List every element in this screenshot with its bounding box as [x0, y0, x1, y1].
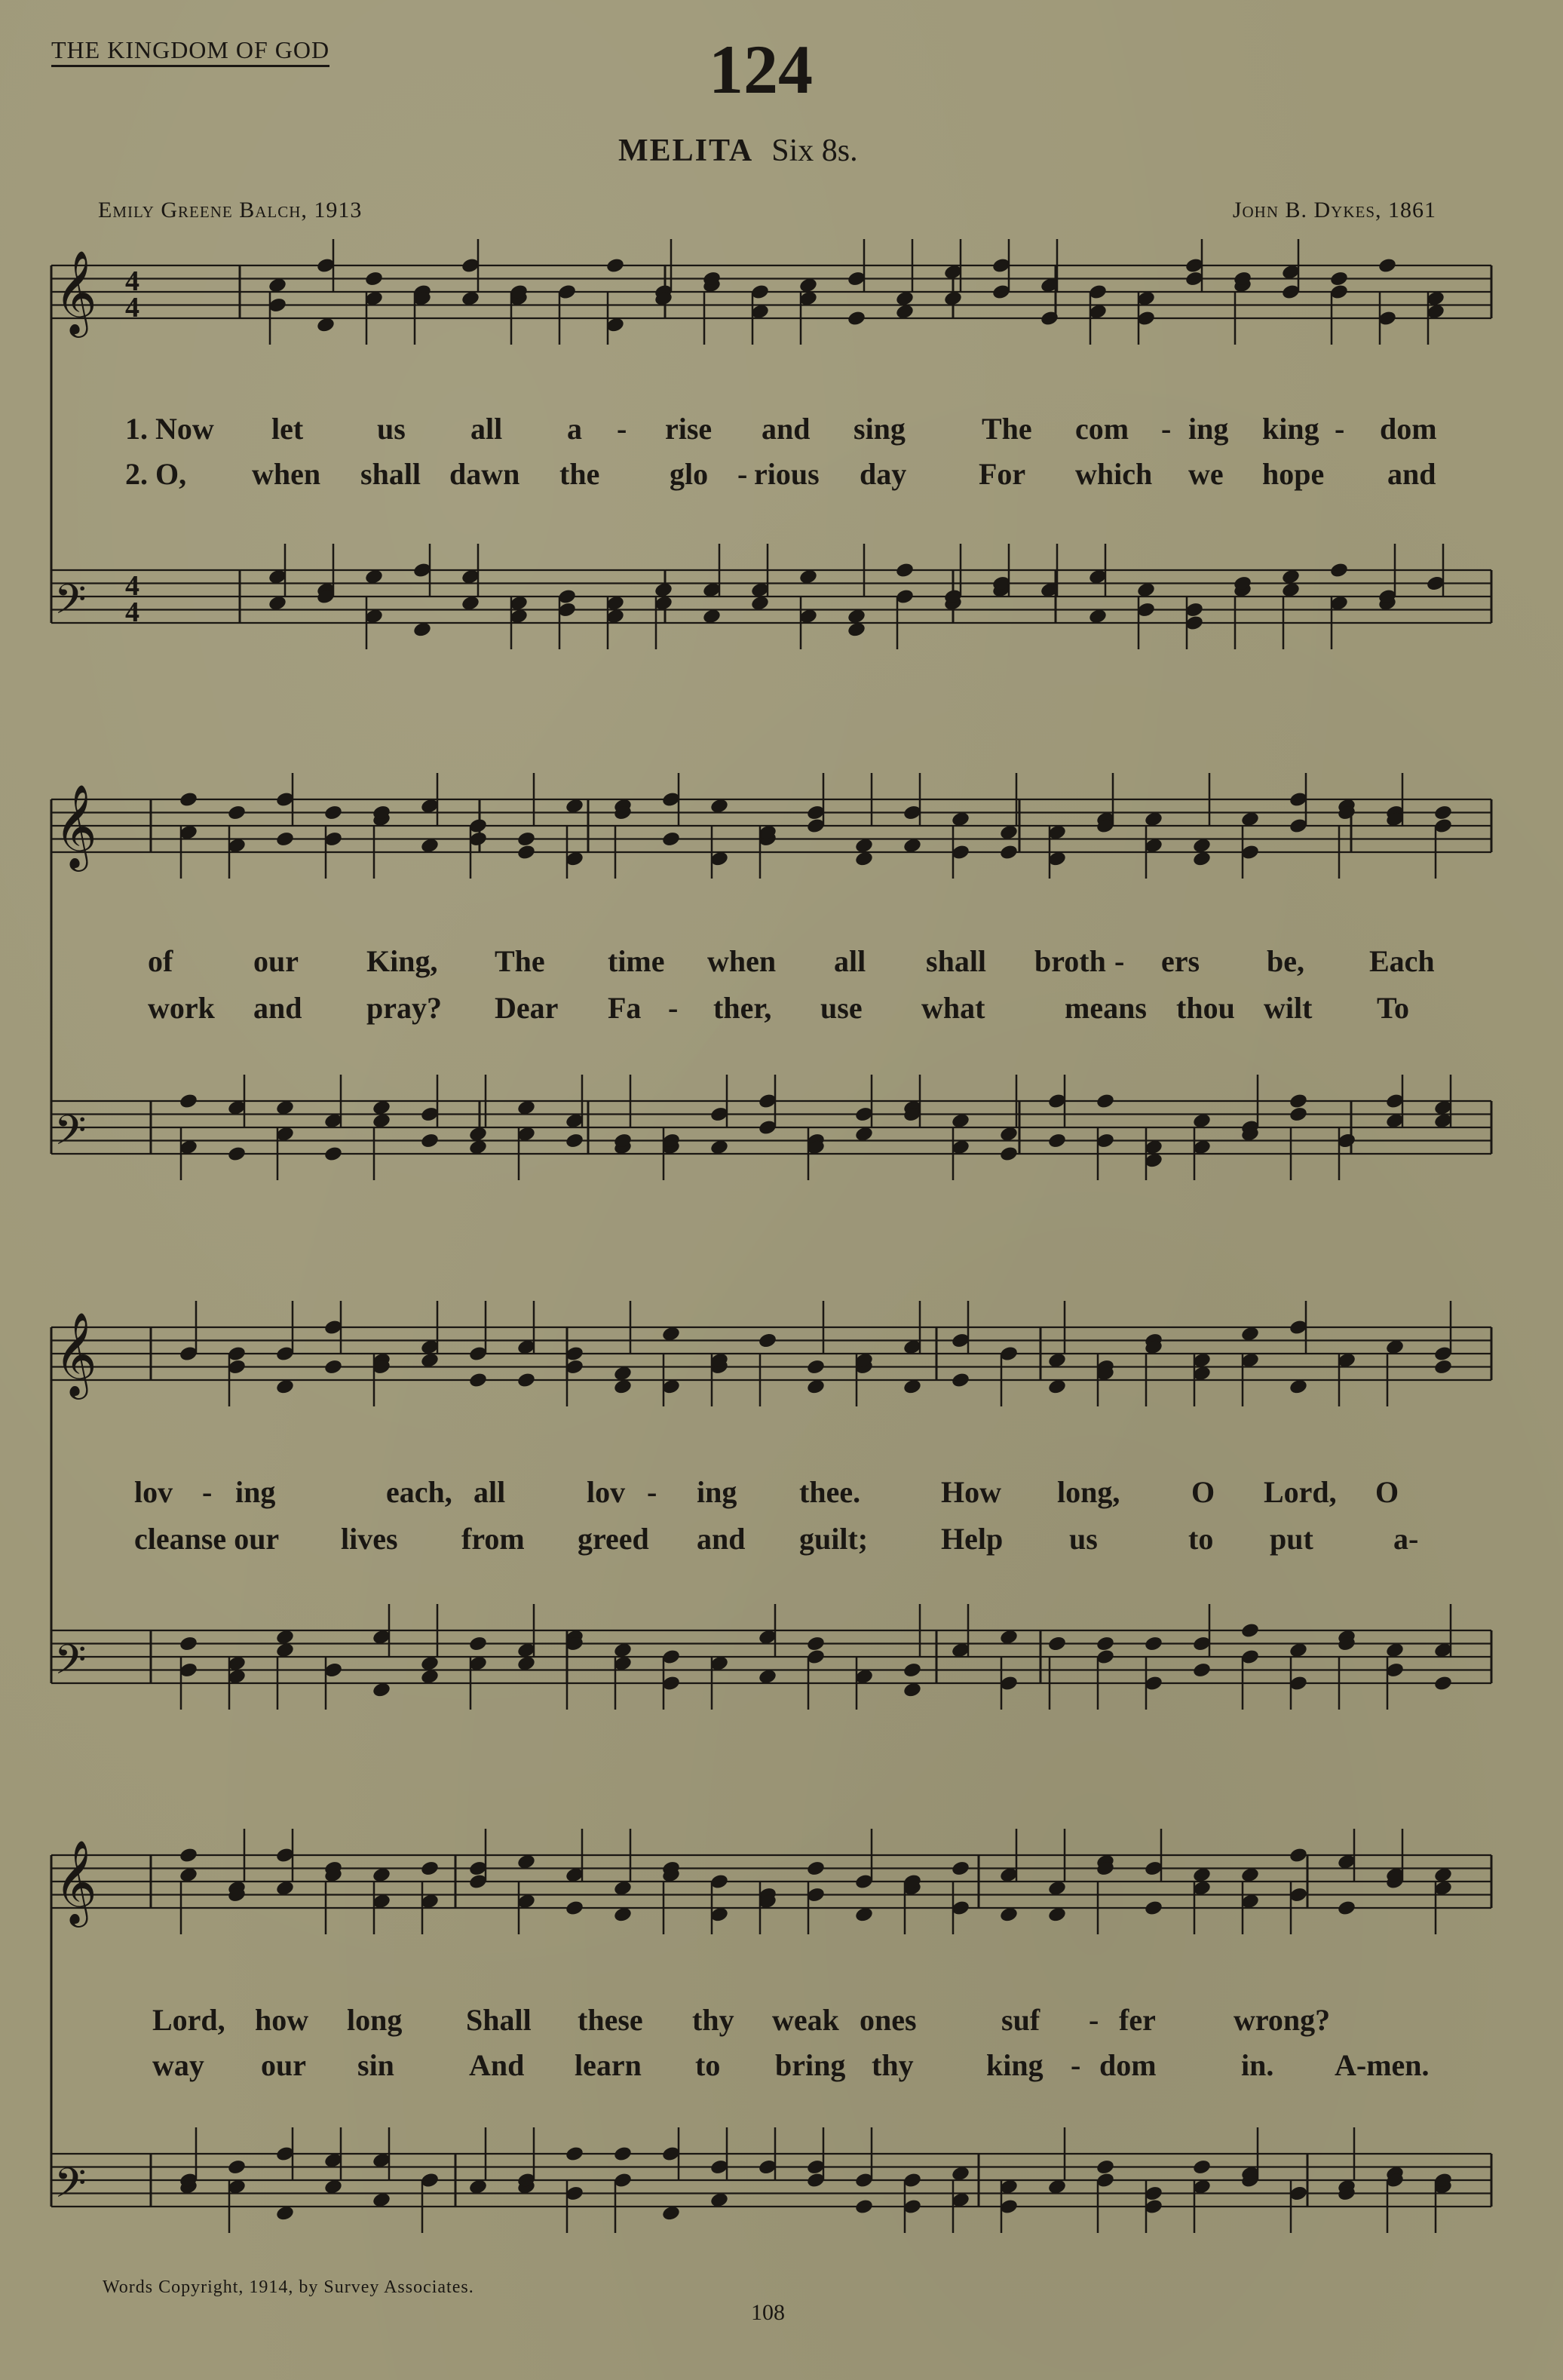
lyric-line-v1-s3: lov - ing each, all lov - ing thee. How long, O Lord, O — [134, 1475, 1399, 1509]
notehead — [895, 562, 915, 579]
bass-clef-icon: 𝄢 — [54, 1636, 87, 1694]
hymn-number: 124 — [709, 31, 813, 108]
notehead — [516, 830, 536, 848]
lyric-line-v2-s1: 2. O, when shall dawn the glo - rious day For which we hope and — [125, 457, 1436, 491]
notehead — [1289, 1106, 1308, 1123]
lyric-line-v1-s4: Lord, how long Shall these thy weak ones suf - fer wrong? — [152, 2003, 1331, 2037]
notehead — [275, 830, 295, 848]
notehead — [1192, 2158, 1212, 2176]
treble-clef-icon: 𝄞 — [54, 1839, 97, 1924]
notehead — [1337, 1900, 1356, 1917]
notehead — [565, 2145, 584, 2163]
notehead — [1289, 1847, 1308, 1864]
notehead — [516, 1372, 536, 1389]
notehead — [1144, 1900, 1163, 1917]
time-signature: 4 — [125, 265, 139, 297]
time-signature: 4 — [125, 292, 139, 324]
treble-clef-icon: 𝄞 — [54, 784, 97, 868]
notehead — [323, 1146, 343, 1163]
composer-credit: John B. Dykes, 1861 — [1232, 198, 1436, 222]
notehead — [951, 1372, 970, 1389]
lyric-line-v2-s4: way our sin And learn to bring thy king - dom in. A-men. — [152, 2048, 1430, 2082]
notehead — [605, 257, 625, 274]
notehead — [179, 1635, 198, 1652]
notehead — [179, 1847, 198, 1864]
notehead — [1096, 1093, 1115, 1110]
notehead — [227, 2158, 247, 2176]
lyric-line-v2-s3: cleanse our lives from greed and guilt; Help us to put a- — [134, 1522, 1419, 1556]
notehead — [323, 1358, 343, 1376]
notehead — [847, 310, 866, 327]
notehead — [661, 830, 681, 848]
notehead — [179, 791, 198, 808]
notehead — [420, 1860, 440, 1877]
notehead — [999, 844, 1019, 861]
notehead — [758, 1332, 777, 1349]
notehead — [999, 1146, 1019, 1163]
notehead — [806, 1860, 826, 1877]
staves — [51, 250, 1491, 2217]
notehead — [1433, 804, 1453, 821]
notehead — [903, 1661, 922, 1679]
notes — [179, 239, 1453, 2233]
treble-clef-icon: 𝄞 — [54, 250, 97, 334]
notehead — [420, 1132, 440, 1149]
time-signature: 4 — [125, 597, 139, 628]
bass-clef-icon: 𝄢 — [54, 2159, 87, 2217]
copyright-notice: Words Copyright, 1914, by Survey Associates. — [103, 2277, 474, 2297]
notehead — [1047, 1132, 1067, 1149]
running-head: THE KINGDOM OF GOD — [51, 36, 329, 67]
page-number: 108 — [751, 2300, 785, 2325]
notehead — [1433, 1675, 1453, 1692]
time-signature: 4 — [125, 570, 139, 602]
notehead — [1096, 1635, 1115, 1652]
notehead — [1329, 270, 1349, 287]
notehead — [565, 1900, 584, 1917]
system-3-lyrics — [134, 1475, 1418, 1556]
notehead — [1289, 1093, 1308, 1110]
bass-clef-icon: 𝄢 — [54, 575, 87, 633]
notehead — [1329, 562, 1349, 579]
notehead — [1433, 1358, 1453, 1376]
notehead — [516, 844, 536, 861]
notehead — [1096, 2158, 1115, 2176]
tune-name: MELITA — [618, 133, 754, 168]
notehead — [565, 1132, 584, 1149]
notehead — [468, 1635, 488, 1652]
notehead — [1378, 257, 1397, 274]
notehead — [323, 804, 343, 821]
notehead — [1192, 1661, 1212, 1679]
notehead — [806, 1358, 826, 1376]
bass-clef-icon: 𝄢 — [54, 1106, 87, 1164]
author-credit: Emily Greene Balch, 1913 — [98, 198, 363, 222]
system-1-lyrics — [125, 412, 1437, 491]
notehead — [227, 804, 247, 821]
notehead — [1047, 1635, 1067, 1652]
notehead — [364, 270, 384, 287]
notehead — [951, 1860, 970, 1877]
lyric-line-v1-s2: of our King, The time when all shall broth - ers be, Each — [148, 944, 1435, 978]
notehead — [854, 2198, 874, 2216]
lyric-line-v1-s1: 1. Now let us all a - rise and sing The com - ing king - dom — [125, 412, 1437, 446]
system-4-lyrics — [152, 2003, 1430, 2082]
treble-clef-icon: 𝄞 — [54, 1311, 97, 1396]
notehead — [1240, 1622, 1260, 1639]
notehead — [179, 1093, 198, 1110]
lyric-line-v2-s2: work and pray? Dear Fa - ther, use what means thou wilt To — [148, 991, 1410, 1025]
system-2-lyrics — [148, 944, 1435, 1025]
notehead — [613, 2145, 633, 2163]
notehead — [468, 1372, 488, 1389]
notehead — [1144, 1635, 1163, 1652]
meter: Six 8s. — [771, 133, 858, 168]
notehead — [806, 1635, 826, 1652]
notehead — [227, 1146, 247, 1163]
